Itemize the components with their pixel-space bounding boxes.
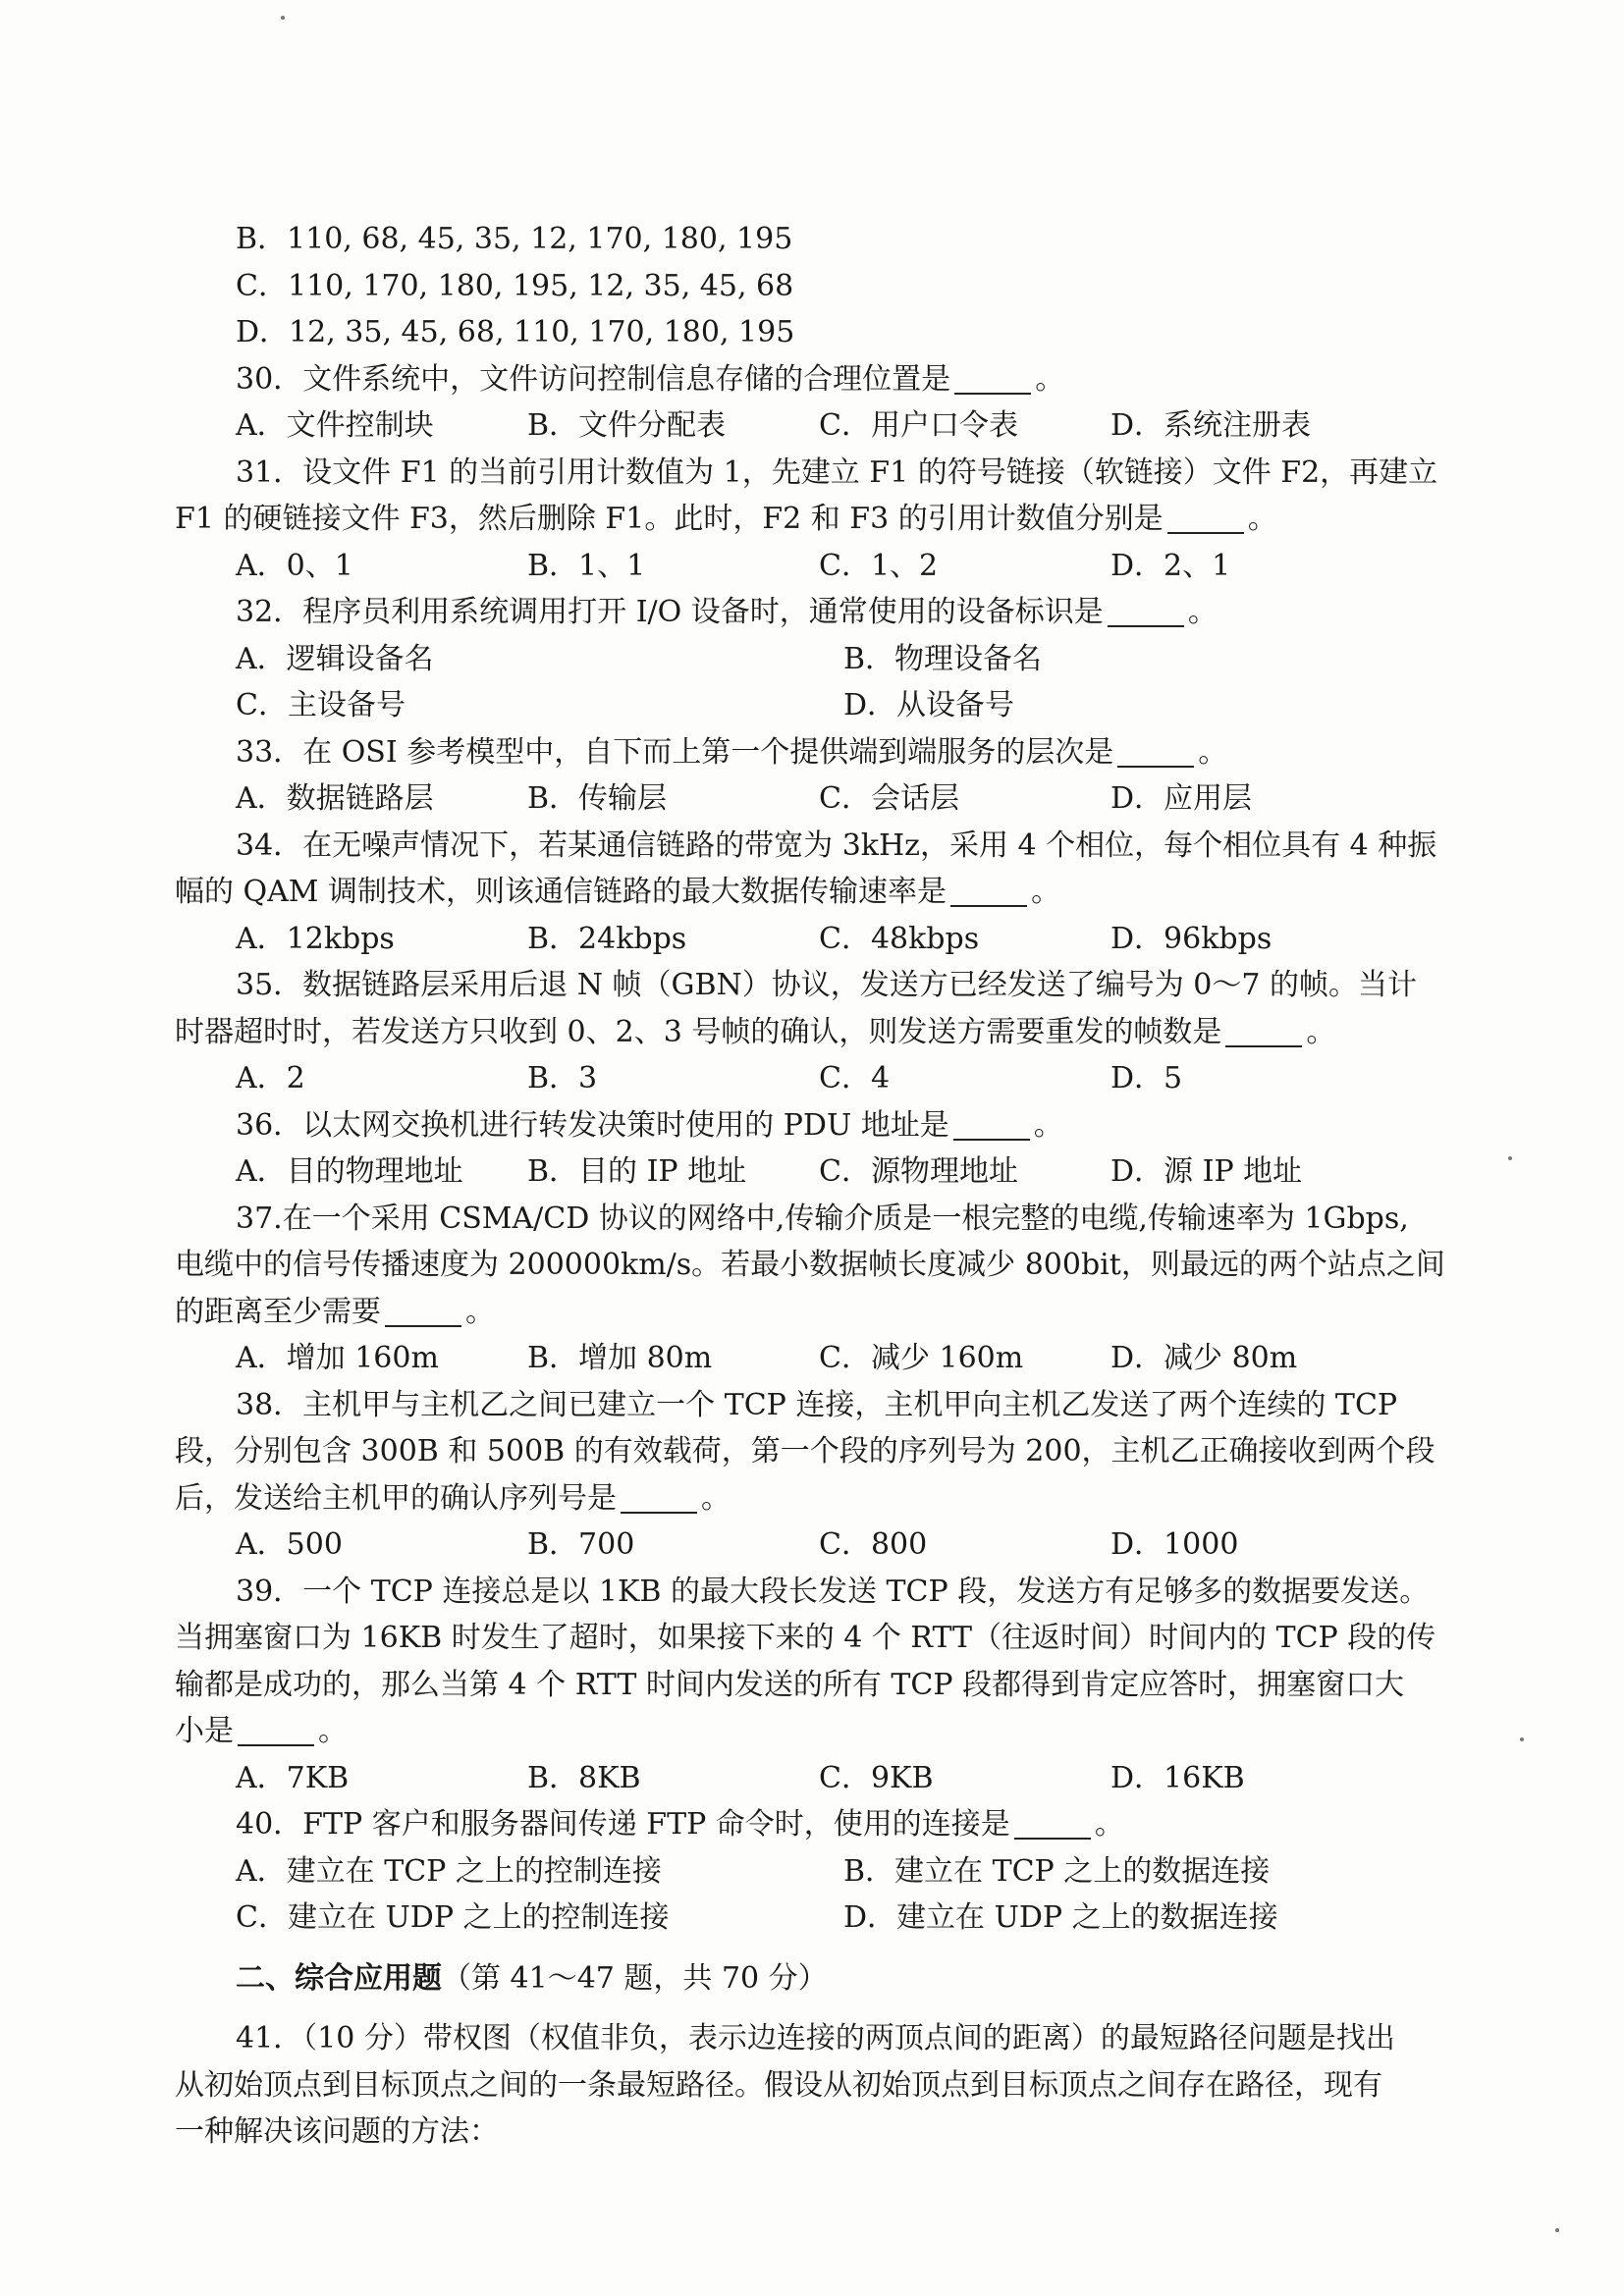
question-text: 一种解决该问题的方法： [175, 2114, 499, 2149]
question-text: 32．程序员利用系统调用打开 I/O 设备时，通常使用的设备标识是 [236, 595, 1104, 629]
scan-speck [1520, 1737, 1524, 1741]
question-line [175, 356, 1451, 403]
option-choice: C．48kbps [819, 921, 980, 956]
option-choice: C．800 [819, 1527, 928, 1562]
option-choice: C．减少 160m [819, 1341, 1024, 1375]
options-row [175, 402, 1451, 450]
option-choice: B．24kbps [527, 921, 687, 956]
options-row [175, 1848, 1451, 1896]
question-text: 37.在一个采用 CSMA/CD 协议的网络中,传输介质是一根完整的电缆,传输速率为 1Gbps, [236, 1201, 1409, 1236]
answer-blank [385, 1296, 461, 1327]
option-choice: D．减少 80m [1110, 1341, 1298, 1375]
option-choice: A．0、1 [236, 548, 353, 583]
question-text: 39．一个 TCP 连接总是以 1KB 的最大段长发送 TCP 段，发送方有足够多的数据要发送。 [236, 1574, 1430, 1609]
option-choice: A．建立在 TCP 之上的控制连接 [236, 1853, 662, 1889]
question-line [175, 1196, 1451, 1243]
answer-blank [953, 1109, 1030, 1141]
answer-blank [1225, 1016, 1302, 1047]
question-end: 。 [1306, 1014, 1336, 1049]
section-title: 二、综合应用题 [236, 1960, 442, 1996]
question-text: 的距离至少需要 [175, 1294, 381, 1329]
question-text: 后，发送给主机甲的确认序列号是 [175, 1480, 617, 1516]
option-choice: D．2、1 [1110, 548, 1231, 583]
question-continuation [175, 1662, 1451, 1709]
section-heading [175, 1955, 1451, 2002]
question-text: 电缆中的信号传播速度为 200000km/s。若最小数据帧长度减少 800bit，则最远的两个站点之间 [175, 1248, 1445, 1282]
option-choice: B．3 [527, 1061, 598, 1095]
option-line: C．110, 170, 180, 195, 12, 35, 45, 68 [236, 268, 794, 303]
question-end: 。 [1198, 734, 1228, 770]
option-choice: A．文件控制块 [236, 408, 434, 443]
answer-blank [1108, 596, 1184, 627]
question-end: 。 [318, 1714, 348, 1748]
option-choice: C．源物理地址 [819, 1154, 1018, 1189]
question-line [175, 823, 1451, 870]
question-text: 小是 [175, 1714, 234, 1748]
option-choice: A．2 [236, 1061, 305, 1095]
option-choice: D．5 [1110, 1061, 1183, 1095]
question-text: 时器超时时，若发送方只收到 0、2、3 号帧的确认，则发送方需要重发的帧数是 [175, 1014, 1222, 1049]
option-choice: B．8KB [527, 1760, 641, 1795]
question-continuation [175, 1428, 1451, 1475]
options-row [175, 1335, 1451, 1382]
answer-blank [954, 363, 1031, 395]
question-end: 。 [1035, 361, 1065, 397]
option-choice: D．源 IP 地址 [1110, 1154, 1303, 1189]
option-choice: A．增加 160m [236, 1341, 439, 1375]
question-line [175, 2015, 1451, 2062]
scan-speck [1508, 1156, 1512, 1160]
option-choice: B．1、1 [527, 548, 646, 583]
options-row [175, 636, 1451, 683]
options-row [175, 916, 1451, 963]
question-text: 31．设文件 F1 的当前引用计数值为 1，先建立 F1 的符号链接（软链接）文件 F2，再建立 [236, 454, 1438, 490]
question-text: 33．在 OSI 参考模型中，自下而上第一个提供端到端服务的层次是 [236, 734, 1114, 770]
option-choice: B．增加 80m [527, 1341, 713, 1375]
question-end: 。 [1094, 1807, 1124, 1842]
options-row [175, 1895, 1451, 1942]
question-line [175, 450, 1451, 497]
option-choice: B．物理设备名 [843, 641, 1043, 676]
question-text: 40．FTP 客户和服务器间传递 FTP 命令时，使用的连接是 [236, 1807, 1010, 1842]
options-row [175, 1755, 1451, 1802]
question-continuation [175, 869, 1451, 916]
question-text: 34．在无噪声情况下，若某通信链路的带宽为 3kHz，采用 4 个相位，每个相位具有 4 种振 [236, 828, 1437, 863]
question-end: 。 [1187, 595, 1218, 629]
option-choice: D．应用层 [1110, 781, 1253, 816]
question-text: 30．文件系统中，文件访问控制信息存储的合理位置是 [236, 361, 951, 397]
option-choice: D．16KB [1110, 1760, 1245, 1795]
option-choice: A．目的物理地址 [236, 1154, 463, 1189]
question-line [175, 962, 1451, 1009]
question-text: 当拥塞窗口为 16KB 时发生了超时，如果接下来的 4 个 RTT（往返时间）时间内的 TCP 段的传 [175, 1621, 1436, 1655]
option-choice: B．建立在 TCP 之上的数据连接 [843, 1853, 1271, 1889]
option-choice: B．文件分配表 [527, 408, 727, 443]
option-choice: B．目的 IP 地址 [527, 1154, 747, 1189]
question-text: 35．数据链路层采用后退 N 帧（GBN）协议，发送方已经发送了编号为 0～7 的帧。当计 [236, 968, 1418, 1002]
option-choice: B．700 [527, 1527, 635, 1562]
options-row [175, 1522, 1451, 1569]
option-line: D．12, 35, 45, 68, 110, 170, 180, 195 [236, 315, 795, 349]
option-choice: D．建立在 UDP 之上的数据连接 [843, 1900, 1278, 1935]
answer-blank [1117, 736, 1194, 768]
option-choice: A．500 [236, 1527, 343, 1562]
option-choice: D．1000 [1110, 1527, 1239, 1562]
exam-content [175, 216, 1451, 2156]
option-choice: A．12kbps [236, 921, 395, 956]
answer-blank [238, 1715, 314, 1746]
question-text: 输都是成功的，那么当第 4 个 RTT 时间内发送的所有 TCP 段都得到肯定应答时，拥塞窗口大 [175, 1667, 1405, 1702]
question-text: 从初始顶点到目标顶点之间的一条最短路径。假设从初始顶点到目标顶点之间存在路径，现有 [175, 2067, 1382, 2103]
scan-speck [281, 16, 285, 20]
question-text: 41．（10 分）带权图（权值非负，表示边连接的两顶点间的距离）的最短路径问题是找出 [236, 2021, 1395, 2056]
question-line [175, 589, 1451, 636]
question-text: 38．主机甲与主机乙之间已建立一个 TCP 连接，主机甲向主机乙发送了两个连续的 TCP [236, 1387, 1398, 1422]
option-choice: C．会话层 [819, 781, 959, 816]
option-choice: C．建立在 UDP 之上的控制连接 [236, 1900, 670, 1935]
option-choice: C．1、2 [819, 548, 939, 583]
option-choice: A．数据链路层 [236, 781, 434, 816]
question-line [175, 1102, 1451, 1149]
question-end: 。 [465, 1294, 495, 1329]
question-continuation [175, 2109, 1451, 2156]
question-text: 36．以太网交换机进行转发决策时使用的 PDU 地址是 [236, 1107, 949, 1143]
question-continuation [175, 1708, 1451, 1755]
question-text: 幅的 QAM 调制技术，则该通信链路的最大数据传输速率是 [175, 875, 947, 909]
option-choice: C．主设备号 [236, 688, 406, 722]
question-end: 。 [1033, 1107, 1063, 1143]
question-continuation [175, 1289, 1451, 1336]
question-continuation [175, 496, 1451, 543]
answer-blank [1014, 1808, 1091, 1840]
option-choice: C．4 [819, 1061, 891, 1095]
answer-blank [621, 1482, 697, 1514]
option-choice: A．逻辑设备名 [236, 641, 434, 676]
options-row [175, 543, 1451, 590]
question-line [175, 729, 1451, 776]
question-end: 。 [1031, 875, 1061, 909]
option-choice: C．9KB [819, 1760, 934, 1795]
options-row [175, 682, 1451, 729]
options-row [175, 1055, 1451, 1102]
option-choice: D．96kbps [1110, 921, 1272, 956]
option-choice: D．系统注册表 [1110, 408, 1312, 443]
question-continuation [175, 1242, 1451, 1289]
scan-speck [1555, 2228, 1559, 2232]
option-choice: C．用户口令表 [819, 408, 1018, 443]
options-row [175, 775, 1451, 823]
question-line [175, 1801, 1451, 1848]
question-continuation [175, 2062, 1451, 2109]
question-continuation [175, 1475, 1451, 1522]
question-end: 。 [701, 1480, 731, 1516]
question-text: F1 的硬链接文件 F3，然后删除 F1。此时，F2 和 F3 的引用计数值分别是 [175, 502, 1164, 536]
answer-blank [950, 876, 1027, 907]
options-row [175, 1148, 1451, 1196]
question-continuation [175, 1009, 1451, 1056]
answer-blank [1167, 503, 1244, 534]
option-line: B．110, 68, 45, 35, 12, 170, 180, 195 [236, 222, 793, 256]
question-line [175, 1382, 1451, 1429]
question-end: 。 [1247, 502, 1277, 536]
option-choice: D．从设备号 [843, 688, 1015, 722]
option-choice: A．7KB [236, 1760, 350, 1795]
question-text: 段，分别包含 300B 和 500B 的有效载荷，第一个段的序列号为 200，主机乙正确接收到两个段 [175, 1434, 1435, 1468]
section-subtitle: （第 41～47 题，共 70 分） [442, 1960, 828, 1996]
question-continuation [175, 1615, 1451, 1662]
option-choice: B．传输层 [527, 781, 668, 816]
question-line [175, 1569, 1451, 1616]
